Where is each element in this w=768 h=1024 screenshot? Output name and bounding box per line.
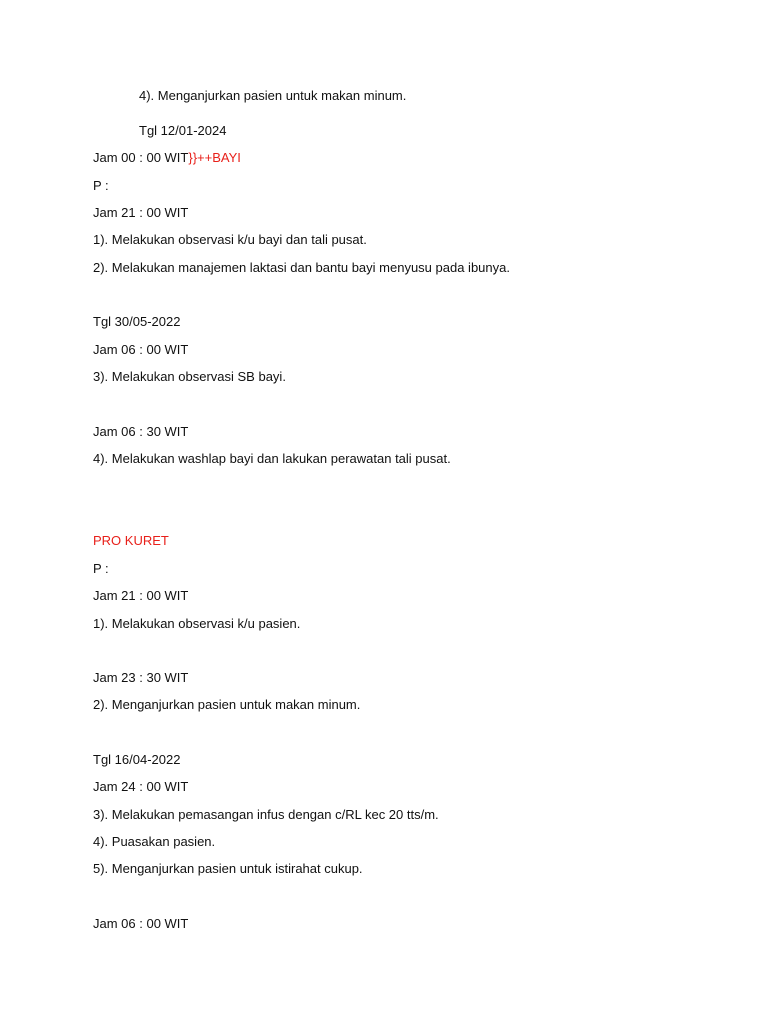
text-line: 2). Melakukan manajemen laktasi dan bantu bayi menyusu pada ibunya.: [93, 260, 510, 275]
text-line: 1). Melakukan observasi k/u bayi dan tali pusat.: [93, 232, 367, 247]
text-line: 3). Melakukan pemasangan infus dengan c/RL kec 20 tts/m.: [93, 807, 439, 822]
section-label-bayi: }}++BAYI: [188, 150, 241, 165]
time-line: Jam 21 : 00 WIT: [93, 588, 189, 603]
section-label-pro-kuret: PRO KURET: [93, 533, 169, 548]
time-line: [93, 150, 241, 166]
date-line: Tgl 12/01-2024: [139, 123, 227, 138]
time-line: Jam 06 : 00 WIT: [93, 342, 189, 357]
time-line: Jam 06 : 00 WIT: [93, 916, 189, 931]
text-line: 5). Menganjurkan pasien untuk istirahat cukup.: [93, 861, 363, 876]
date-line: Tgl 16/04-2022: [93, 752, 181, 767]
date-line: Tgl 30/05-2022: [93, 314, 181, 329]
time-line: Jam 06 : 30 WIT: [93, 424, 189, 439]
time-line: Jam 23 : 30 WIT: [93, 670, 189, 685]
text-line: 4). Menganjurkan pasien untuk makan minum.: [139, 88, 407, 103]
plan-label: P :: [93, 561, 109, 576]
text-line: 1). Melakukan observasi k/u pasien.: [93, 616, 301, 631]
text-line: 4). Melakukan washlap bayi dan lakukan perawatan tali pusat.: [93, 451, 451, 466]
time-line: Jam 24 : 00 WIT: [93, 779, 189, 794]
time-text: Jam 00 : 00 WIT: [93, 150, 189, 165]
time-line: Jam 21 : 00 WIT: [93, 205, 189, 220]
plan-label: P :: [93, 178, 109, 193]
text-line: 3). Melakukan observasi SB bayi.: [93, 369, 286, 384]
text-line: 2). Menganjurkan pasien untuk makan minum.: [93, 697, 361, 712]
text-line: 4). Puasakan pasien.: [93, 834, 216, 849]
